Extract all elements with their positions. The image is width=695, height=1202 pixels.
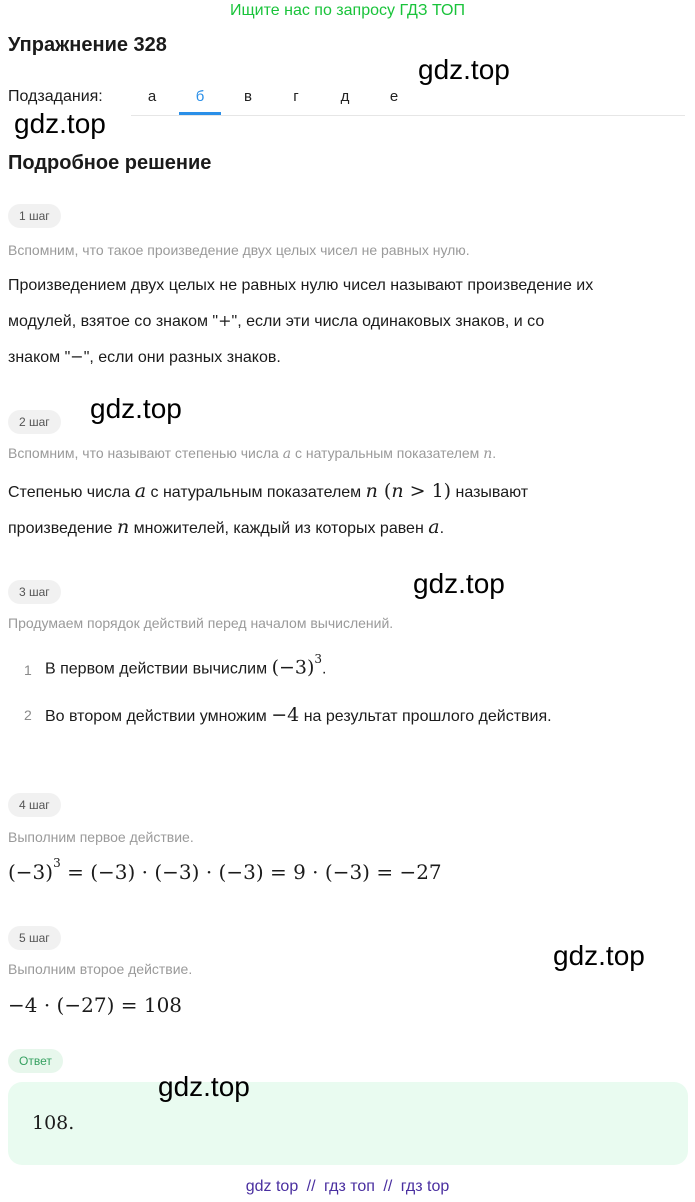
subtask-tabs (131, 78, 685, 116)
footer-link-2[interactable]: гдз топ (324, 1178, 375, 1195)
step-1-hint: Вспомним, что такое произведение двух целых чисел не равных нулю. (8, 242, 470, 258)
list-item-number: 1 (24, 662, 32, 678)
step-4-hint: Выполним первое действие. (8, 829, 194, 845)
step-2-badge: 2 шаг (8, 410, 61, 434)
subtask-tab-g[interactable]: г (293, 88, 299, 105)
step-1-badge: 1 шаг (8, 204, 61, 228)
list-item: В первом действии вычислим $(-3)^3$. (45, 652, 327, 679)
step-3-hint: Продумаем порядок действий перед началом вычислений. (8, 615, 394, 631)
watermark: gdz.top (413, 568, 505, 599)
step-5-hint: Выполним второе действие. (8, 961, 193, 977)
subtask-tab-a[interactable]: а (147, 88, 157, 105)
subtasks-label: Подзадания: (8, 88, 103, 105)
step-4-formula: $(-3)^3 = (-3) \cdot (-3) \cdot (-3) = 9 \cdot (-3) = -27$ (8, 856, 442, 884)
footer-link-1[interactable]: gdz top (245, 1178, 299, 1195)
step-2-text (8, 474, 688, 546)
step-1-line-2: модулей, взятое со знаком "+", если эти числа одинаковых знаков, и со (8, 311, 545, 330)
watermark: gdz.top (553, 940, 645, 971)
step-4-badge: 4 шаг (8, 793, 61, 817)
list-item: Во втором действии умножим −4 на результат прошлого действия. (45, 704, 552, 726)
watermark: gdz.top (158, 1071, 250, 1102)
watermark: gdz.top (90, 393, 182, 424)
list-item-number: 2 (24, 707, 32, 723)
step-5-formula: −4 · (−27) = 108 (8, 993, 183, 1017)
answer-badge: Ответ (8, 1049, 63, 1073)
section-title: Подробное решение (8, 152, 212, 174)
step-3-badge: 3 шаг (8, 580, 61, 604)
watermark: gdz.top (14, 108, 106, 139)
top-banner[interactable]: Ищите нас по запросу ГДЗ ТОП (230, 2, 465, 19)
watermark: gdz.top (418, 54, 510, 85)
step-1-line-3: знаком "−", если они разных знаков. (8, 347, 281, 366)
subtask-tab-v[interactable]: в (244, 88, 252, 105)
page-title: Упражнение 328 (8, 34, 167, 56)
step-2-line-2: произведение n множителей, каждый из которых равен a. (8, 516, 445, 538)
subtask-tab-b[interactable]: б (179, 78, 221, 115)
subtask-tab-d[interactable]: д (340, 88, 350, 105)
footer-links (0, 1178, 695, 1196)
step-2-hint: Вспомним, что называют степенью числа a с натуральным показателем n. (8, 445, 497, 462)
footer-separator: // (383, 1178, 393, 1195)
footer-link-3[interactable]: гдз top (400, 1178, 450, 1195)
footer-separator: // (306, 1178, 316, 1195)
answer-value: 108. (32, 1112, 75, 1134)
step-1-text (8, 268, 688, 375)
step-5-badge: 5 шаг (8, 926, 61, 950)
answer-box (8, 1082, 688, 1165)
step-1-line-1: Произведением двух целых не равных нулю чисел называют произведение их (8, 277, 594, 294)
step-2-line-1: Степенью числа a с натуральным показателем n (n > 1) называют (8, 480, 529, 502)
subtask-tab-e[interactable]: е (389, 88, 399, 105)
